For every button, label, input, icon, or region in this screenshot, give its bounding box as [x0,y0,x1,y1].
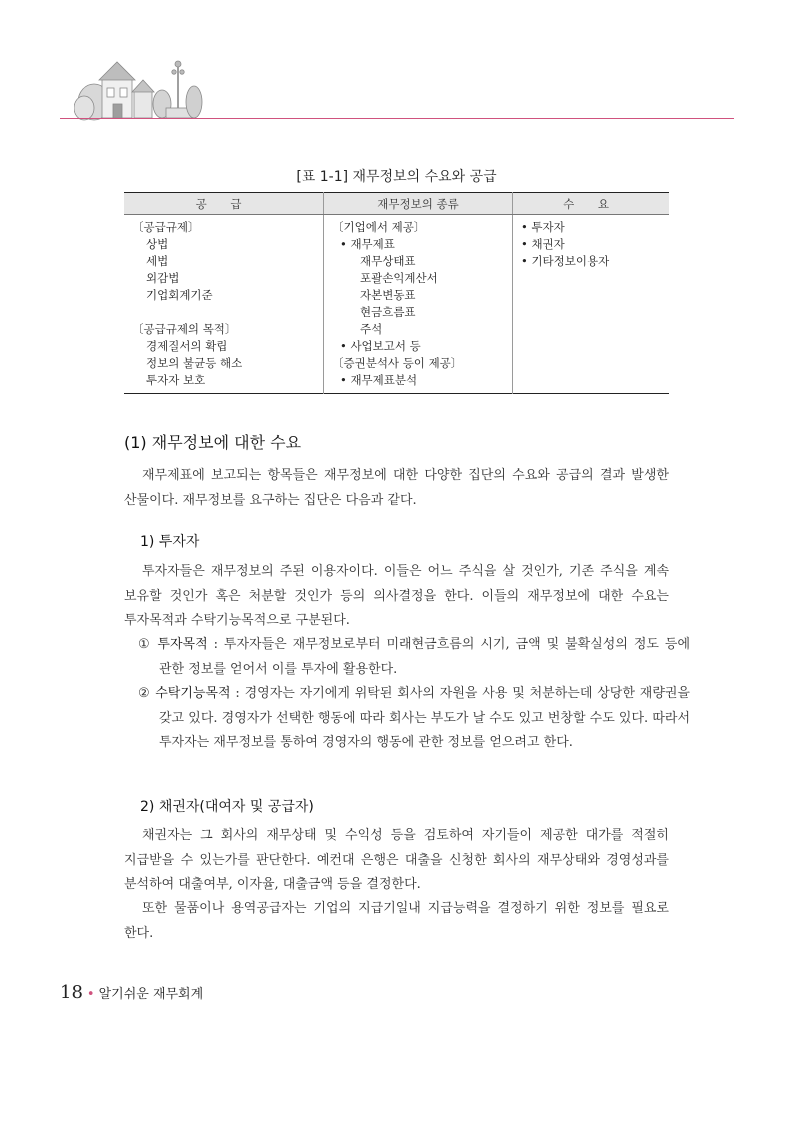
kinds-statement: 자본변동표 [360,288,416,302]
item-term: 수탁기능목적 [155,686,231,701]
table-row [124,215,669,394]
item-text: : 투자자들은 재무정보로부터 미래현금흐름의 시기, 금액 및 불확실성의 정도 등에 관한 정보를 얻어서 이를 투자에 활용한다. [159,637,691,677]
supply-item: 투자자 보호 [146,373,206,387]
demand-cell [513,215,670,394]
item-number: ② [138,686,151,701]
kinds-statement: 재무상태표 [360,254,416,268]
kinds-group-analysts: 〔증권분석사 등이 제공〕 [332,356,463,370]
supply-item: 정보의 불균등 해소 [146,356,243,370]
supply-group-purpose: 〔공급규제의 목적〕 [132,322,237,336]
kinds-statement: 포괄손익계산서 [360,271,438,285]
header-supply: 공 급 [124,193,324,215]
supply-item: 경제질서의 확립 [146,339,228,353]
supply-cell [124,215,324,394]
item-term: 투자목적 [157,637,208,652]
demand-item: • 기타정보이용자 [521,254,610,268]
header-demand: 수 요 [513,193,670,215]
demand-item: • 채권자 [521,237,565,251]
demand-item: • 투자자 [521,220,565,234]
creditors-paragraph-1: 채권자는 그 회사의 재무상태 및 수익성 등을 검토하여 자기들이 제공한 대가를 적절히 지급받을 수 있는가를 판단한다. 예컨대 은행은 대출을 신청한 회사의 재무상태와 경영성과를 분석하여 대출여부, 이자율, 대출금액 등을 결정한다. [124,828,669,892]
investors-item-stewardship-purpose [138,682,690,756]
table-header-row [124,193,669,215]
footer-bullet: • [86,987,95,1002]
creditors-paragraph-2: 또한 물품이나 용역공급자는 기업의 지급기일내 지급능력을 결정하기 위한 정보를 필요로 한다. [124,901,669,941]
item-text: : 경영자는 자기에게 위탁된 회사의 자원을 사용 및 처분하는데 상당한 재량권을 갖고 있다. 경영자가 선택한 행동에 따라 회사는 부도가 날 수도 있고 번창할 수도 있다. 따라서 투자자는 재무정보를 통하여 경영자의 행동에 관한 정보를 얻으려고 한다. [159,686,690,750]
header-town-illustration-icon [74,52,204,122]
supply-item: 외감법 [146,271,180,285]
supply-item: 세법 [146,254,169,268]
section-title: (1) 재무정보에 대한 수요 [124,433,302,452]
page-footer [60,982,203,1003]
supply-item: 기업회계기준 [146,288,213,302]
supply-group-regulation: 〔공급규제〕 [132,220,200,234]
kinds-bullet-analysis: • 재무제표분석 [340,373,418,387]
kinds-cell [324,215,513,394]
kinds-bullet-statements: • 재무제표 [340,237,395,251]
item-number: ① [138,637,152,652]
page-number: 18 [60,982,83,1003]
header-rule [60,118,734,119]
investors-item-investment-purpose [138,633,690,682]
supply-item: 상법 [146,237,169,251]
section-intro-paragraph: 재무제표에 보고되는 항목들은 재무정보에 대한 다양한 집단의 수요와 공급의 결과 발생한 산물이다. 재무정보를 요구하는 집단은 다음과 같다. [124,468,669,508]
table-caption: [표 1-1] 재무정보의 수요와 공급 [296,169,497,185]
kinds-group-company: 〔기업에서 제공〕 [332,220,426,234]
kinds-statement: 현금흐름표 [360,305,416,319]
book-title: 알기쉬운 재무회계 [98,987,204,1002]
subsection-title-creditors: 2) 채권자(대여자 및 공급자) [140,799,314,815]
investors-paragraph: 투자자들은 재무정보의 주된 이용자이다. 이들은 어느 주식을 살 것인가, 기존 주식을 계속 보유할 것인가 혹은 처분할 것인가 등의 의사결정을 한다. 이들의 재무정보에 대한 수요는 투자목적과 수탁기능목적으로 구분된다. [124,564,669,628]
subsection-title-investors: 1) 투자자 [140,534,200,550]
header-kinds: 재무정보의 종류 [324,193,513,215]
kinds-statement: 주석 [360,322,383,336]
kinds-bullet-reports: • 사업보고서 등 [340,339,421,353]
supply-demand-table [124,192,669,394]
